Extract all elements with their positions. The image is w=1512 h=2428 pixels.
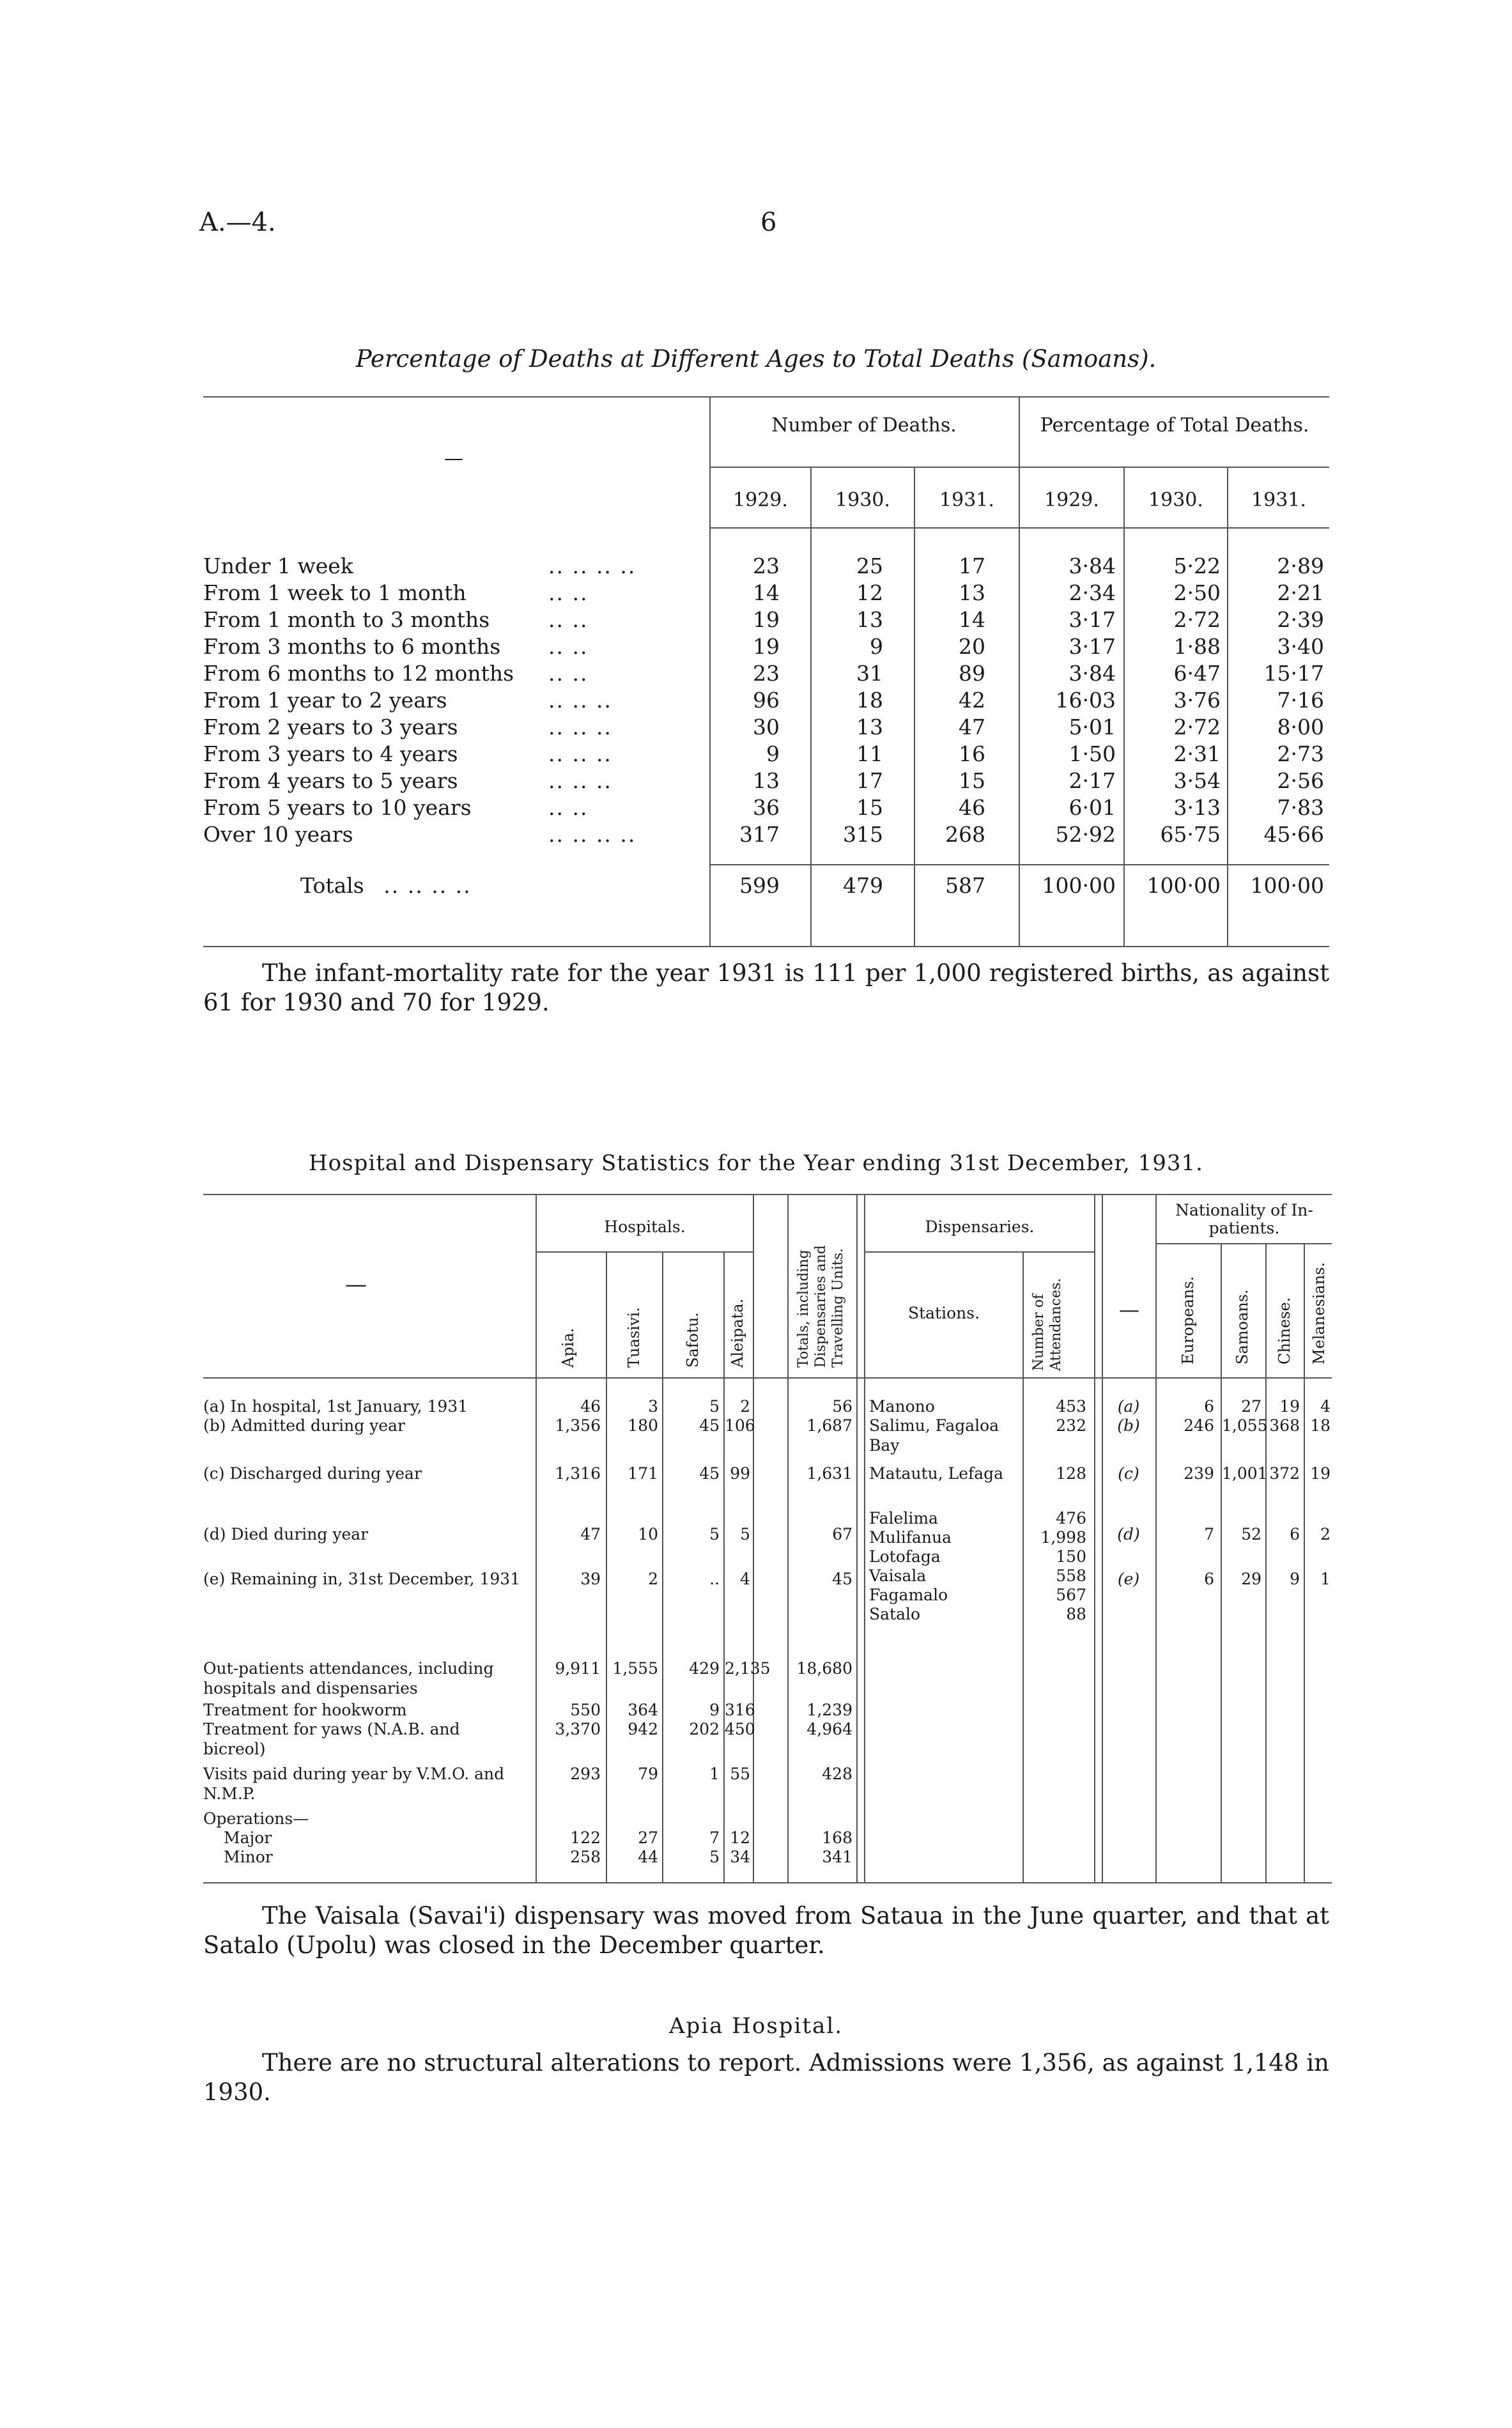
nationality-row-key: (c) (1118, 1464, 1139, 1483)
deaths-count-cell: 36 (753, 795, 780, 820)
hospital-value-cell: 122 (570, 1829, 601, 1847)
hospital-value-cell: 39 (580, 1570, 601, 1588)
deaths-percent-cell: 5·01 (1068, 715, 1116, 739)
hospital-value-cell: 44 (638, 1848, 658, 1866)
deaths-percent-cell: 2·50 (1173, 580, 1221, 605)
number-of-deaths-header: Number of Deaths. (771, 414, 957, 437)
deaths-row-leader: .. .. .. (548, 715, 612, 739)
deaths-percent-cell: 3·17 (1068, 634, 1116, 659)
deaths-row (203, 633, 589, 660)
hospital-value-cell: 79 (638, 1765, 658, 1783)
station-name: Vaisala (869, 1566, 927, 1585)
deaths-row (203, 660, 589, 687)
nationality-value-cell: 6 (1204, 1397, 1214, 1416)
hospital-value-cell: 45 (699, 1464, 720, 1483)
col-aleipata: Aleipata. (729, 1298, 746, 1368)
deaths-count-cell: 13 (856, 607, 883, 632)
col-1930: 1930. (835, 489, 890, 511)
deaths-percent-cell: 2·89 (1277, 553, 1324, 578)
deaths-row-leader: .. .. (548, 795, 589, 820)
hospital-value-cell: 316 (725, 1701, 755, 1719)
nationality-row-key: (a) (1117, 1397, 1140, 1416)
nationality-value-cell: 6 (1290, 1525, 1300, 1543)
hospital-value-cell: 9,911 (555, 1659, 601, 1678)
nationality-value-cell: 372 (1269, 1464, 1300, 1483)
hospital-value-cell: 4 (740, 1570, 750, 1588)
hospital-value-cell: 9 (709, 1701, 720, 1719)
deaths-percent-cell: 2·72 (1173, 715, 1221, 739)
deaths-percent-cell: 1·88 (1173, 634, 1221, 659)
hospital-value-cell: 1 (709, 1765, 720, 1783)
deaths-count-cell: 11 (856, 741, 883, 766)
apia-hospital-heading: Apia Hospital. (668, 2013, 844, 2039)
col-stations: Stations. (907, 1304, 980, 1322)
hospital-value-cell: 18,680 (796, 1659, 852, 1678)
deaths-row (203, 741, 612, 768)
deaths-percent-cell: 3·84 (1068, 661, 1116, 686)
hospital-value-cell: 27 (638, 1829, 658, 1847)
hospital-row-label: Minor (224, 1848, 273, 1866)
deaths-row-leader: .. .. .. (548, 768, 612, 793)
deaths-row (203, 768, 612, 794)
col-pct-1929: 1929. (1044, 489, 1099, 511)
col-pct-1931: 1931. (1251, 489, 1306, 511)
deaths-percent-cell: 16·03 (1055, 688, 1116, 713)
nationality-row-key: (d) (1117, 1525, 1140, 1543)
nationality-value-cell: 18 (1310, 1416, 1331, 1435)
deaths-percent-cell: 2·39 (1277, 607, 1324, 632)
deaths-count-cell: 20 (959, 634, 985, 659)
col-pct-1930: 1930. (1148, 489, 1203, 511)
hospital-value-cell: 5 (709, 1525, 720, 1543)
hospital-row-label: (e) Remaining in, 31st December, 1931 (203, 1570, 521, 1588)
hospital-value-cell: 45 (832, 1570, 852, 1588)
hospital-value-cell: 1,631 (806, 1464, 852, 1483)
deaths-row-label: From 1 month to 3 months (203, 607, 490, 632)
hospital-value-cell: 1,555 (612, 1659, 658, 1678)
nationality-value-cell: 19 (1279, 1397, 1300, 1416)
station-attendance: 453 (1056, 1397, 1086, 1416)
deaths-percent-cell: 2·21 (1277, 580, 1324, 605)
station-name: Lotofaga (869, 1547, 941, 1566)
deaths-count-cell: 15 (959, 768, 985, 793)
hospital-value-cell: 3,370 (555, 1720, 601, 1738)
nationality-value-cell: 4 (1320, 1397, 1331, 1416)
station-name: Matautu, Lefaga (869, 1464, 1004, 1483)
hospital-value-cell: 47 (580, 1525, 601, 1543)
hospital-row-label: Treatment for hookworm (203, 1701, 407, 1719)
deaths-count-cell: 16 (959, 741, 985, 766)
nationality-key-dash: — (1119, 1297, 1139, 1322)
col-tuasivi: Tuasivi. (625, 1307, 643, 1368)
col-chinese: Chinese. (1276, 1297, 1293, 1365)
hospital-value-cell: 450 (725, 1720, 755, 1738)
nationality-value-cell: 19 (1310, 1464, 1331, 1483)
deaths-row-label: From 1 year to 2 years (203, 688, 447, 713)
page-number: 6 (760, 208, 777, 237)
hospital-value-cell: 1,356 (555, 1416, 601, 1435)
deaths-count-cell: 15 (856, 795, 883, 820)
deaths-row-leader: .. .. (548, 580, 589, 605)
hospital-value-cell: 106 (725, 1416, 755, 1435)
deaths-row-label: Under 1 week (203, 553, 353, 578)
deaths-count-cell: 317 (739, 822, 780, 847)
hospital-value-cell: 2 (740, 1397, 750, 1416)
hospital-value-cell: 5 (709, 1848, 720, 1866)
nationality-value-cell: 7 (1204, 1525, 1214, 1543)
vaisala-paragraph: The Vaisala (Savai'i) dispensary was moved from Sataua in the June quarter, and that at Satalo (Upolu) was closed in the December quarter. (203, 1902, 1329, 1959)
col-totals: Totals, including Dispensaries and Travelling Units. (796, 1245, 846, 1368)
deaths-row (203, 553, 636, 580)
deaths-row-leader: .. .. .. .. (548, 822, 636, 847)
nationality-value-cell: 239 (1184, 1464, 1214, 1483)
deaths-row (203, 794, 589, 821)
deaths-count-cell: 46 (959, 795, 985, 820)
deaths-percent-cell: 3·76 (1173, 688, 1221, 713)
deaths-percent-cell: 2·34 (1068, 580, 1116, 605)
col-samoans: Samoans. (1233, 1289, 1251, 1365)
hospital-value-cell: 5 (709, 1397, 720, 1416)
deaths-percent-cell: 45·66 (1263, 822, 1324, 847)
deaths-percent-cell: 2·73 (1277, 741, 1324, 766)
deaths-row-label: From 5 years to 10 years (203, 795, 472, 820)
hospital-value-cell: 180 (628, 1416, 658, 1435)
deaths-count-cell: 13 (856, 715, 883, 739)
deaths-row-leader: .. .. .. (548, 688, 612, 713)
deaths-count-cell: 9 (870, 634, 883, 659)
deaths-percent-cell: 2·72 (1173, 607, 1221, 632)
deaths-row-label: From 6 months to 12 months (203, 661, 514, 686)
hospital-row-label: (d) Died during year (203, 1525, 369, 1543)
hospital-value-cell: 10 (638, 1525, 658, 1543)
stub-dash-2: — (345, 1272, 367, 1297)
deaths-percent-cell: 3·84 (1068, 553, 1116, 578)
deaths-percent-cell: 1·50 (1068, 741, 1116, 766)
hospital-row-label: Treatment for yaws (N.A.B. and bicreol) (203, 1720, 460, 1758)
deaths-count-cell: 31 (856, 661, 883, 686)
hospital-value-cell: 258 (570, 1848, 601, 1866)
hospital-row-label: (c) Discharged during year (203, 1464, 422, 1483)
nationality-row-key: (b) (1117, 1416, 1140, 1435)
hospital-row-label: Visits paid during year by V.M.O. and N.M.P. (203, 1765, 505, 1803)
hospital-value-cell: 45 (699, 1416, 720, 1435)
deaths-count-cell: 23 (753, 553, 780, 578)
hospital-value-cell: 1,316 (555, 1464, 601, 1483)
totals-row (300, 872, 472, 899)
hospital-row-label: Major (224, 1829, 272, 1847)
station-attendance: 476 (1056, 1509, 1086, 1527)
hospital-value-cell: 3 (648, 1397, 658, 1416)
station-attendance: 150 (1056, 1547, 1086, 1566)
deaths-percent-cell: 52·92 (1055, 822, 1116, 847)
hospitals-header: Hospitals. (604, 1218, 686, 1236)
hospital-value-cell: 67 (832, 1525, 852, 1543)
hospital-value-cell: 12 (730, 1829, 750, 1847)
deaths-count-cell: 47 (959, 715, 985, 739)
deaths-percent-cell: 3·40 (1277, 634, 1324, 659)
total-1929: 599 (739, 873, 780, 898)
deaths-percent-cell: 6·47 (1173, 661, 1221, 686)
deaths-percent-cell: 3·17 (1068, 607, 1116, 632)
deaths-percent-cell: 2·31 (1173, 741, 1221, 766)
percentage-header: Percentage of Total Deaths. (1040, 414, 1309, 437)
deaths-count-cell: 19 (753, 634, 780, 659)
total-1931: 587 (945, 873, 985, 898)
col-europeans: Europeans. (1179, 1276, 1197, 1365)
deaths-percent-cell: 5·22 (1173, 553, 1221, 578)
deaths-percent-cell: 3·54 (1173, 768, 1221, 793)
deaths-row-leader: .. .. .. .. (548, 553, 636, 578)
station-name: Fagamalo (869, 1586, 948, 1604)
deaths-row (203, 687, 612, 714)
deaths-row-label: From 3 years to 4 years (203, 741, 458, 766)
hospital-value-cell: 364 (628, 1701, 658, 1719)
col-1931: 1931. (939, 489, 994, 511)
hospital-value-cell: 5 (740, 1525, 750, 1543)
station-attendance: 558 (1056, 1566, 1086, 1585)
hospital-row-label: (a) In hospital, 1st January, 1931 (203, 1397, 468, 1416)
hospital-value-cell: 942 (628, 1720, 658, 1738)
nationality-value-cell: 52 (1241, 1525, 1261, 1543)
hospital-value-cell: 550 (570, 1701, 601, 1719)
nationality-value-cell: 2 (1320, 1525, 1331, 1543)
hospital-row-label: Operations— (203, 1809, 309, 1828)
station-attendance: 232 (1056, 1416, 1086, 1435)
deaths-percent-cell: 7·16 (1277, 688, 1324, 713)
document-reference: A.—4. (199, 208, 276, 237)
nationality-value-cell: 246 (1184, 1416, 1214, 1435)
deaths-count-cell: 17 (959, 553, 985, 578)
deaths-percent-cell: 2·17 (1068, 768, 1116, 793)
station-name: Mulifanua (869, 1528, 952, 1547)
hospital-value-cell: 2,135 (725, 1659, 771, 1678)
hospital-value-cell: 1,687 (806, 1416, 852, 1435)
deaths-row-leader: .. .. .. (548, 741, 612, 766)
deaths-count-cell: 89 (959, 661, 985, 686)
col-melanesians: Melanesians. (1310, 1262, 1328, 1365)
hospital-value-cell: 7 (709, 1829, 720, 1847)
station-attendance: 567 (1056, 1586, 1086, 1604)
nationality-value-cell: 6 (1204, 1570, 1214, 1588)
nationality-value-cell: 1,055 (1222, 1416, 1268, 1435)
nationality-value-cell: 29 (1241, 1570, 1261, 1588)
hospital-value-cell: 2 (648, 1570, 658, 1588)
station-name: Manono (869, 1397, 935, 1416)
hospital-value-cell: 168 (822, 1829, 852, 1847)
deaths-count-cell: 42 (959, 688, 985, 713)
deaths-count-cell: 14 (959, 607, 985, 632)
deaths-table-title: Percentage of Deaths at Different Ages to Total Deaths (Samoans). (355, 345, 1157, 373)
col-apia: Apia. (559, 1327, 577, 1368)
total-pct-1929: 100·00 (1042, 873, 1116, 898)
deaths-count-cell: 19 (753, 607, 780, 632)
deaths-row-leader: .. .. (548, 634, 589, 659)
deaths-count-cell: 13 (959, 580, 985, 605)
col-1929: 1929. (733, 489, 788, 511)
hospital-value-cell: 171 (628, 1464, 658, 1483)
deaths-count-cell: 96 (753, 688, 780, 713)
total-pct-1931: 100·00 (1250, 873, 1324, 898)
nationality-value-cell: 1 (1320, 1570, 1331, 1588)
hospital-value-cell: 4,964 (806, 1720, 852, 1738)
hospital-value-cell: 293 (570, 1765, 601, 1783)
deaths-count-cell: 30 (753, 715, 780, 739)
hospital-table-title: Hospital and Dispensary Statistics for the Year ending 31st December, 1931. (309, 1150, 1203, 1176)
deaths-count-cell: 9 (766, 741, 780, 766)
deaths-percent-cell: 3·13 (1173, 795, 1221, 820)
deaths-count-cell: 12 (856, 580, 883, 605)
deaths-row-label: Over 10 years (203, 822, 353, 847)
total-pct-1930: 100·00 (1146, 873, 1221, 898)
deaths-row (203, 821, 636, 848)
nationality-value-cell: 1,001 (1222, 1464, 1268, 1483)
deaths-count-cell: 13 (753, 768, 780, 793)
deaths-count-cell: 18 (856, 688, 883, 713)
deaths-row-label: From 3 months to 6 months (203, 634, 501, 659)
hospital-value-cell: 46 (580, 1397, 601, 1416)
deaths-count-cell: 23 (753, 661, 780, 686)
deaths-count-cell: 268 (945, 822, 985, 847)
deaths-row (203, 714, 612, 741)
hospital-value-cell: .. (709, 1570, 720, 1588)
deaths-row (203, 580, 589, 607)
col-attendances: Number of Attendances. (1031, 1278, 1064, 1371)
total-1930: 479 (843, 873, 883, 898)
station-name: Salimu, Fagaloa Bay (869, 1416, 999, 1455)
hospital-row-label: Out-patients attendances, including hospitals and dispensaries (203, 1659, 494, 1697)
hospital-value-cell: 429 (689, 1659, 720, 1678)
col-safotu: Safotu. (684, 1312, 702, 1368)
hospital-value-cell: 341 (822, 1848, 852, 1866)
nationality-row-key: (e) (1117, 1570, 1140, 1588)
station-attendance: 128 (1056, 1464, 1086, 1483)
deaths-count-cell: 17 (856, 768, 883, 793)
deaths-percent-cell: 7·83 (1277, 795, 1324, 820)
totals-leader: .. .. .. .. (383, 873, 472, 898)
hospital-value-cell: 56 (832, 1397, 852, 1416)
hospital-value-cell: 99 (730, 1464, 750, 1483)
station-attendance: 88 (1066, 1605, 1086, 1623)
hospital-row-label: (b) Admitted during year (203, 1416, 405, 1435)
station-name: Satalo (869, 1605, 921, 1623)
deaths-row-leader: .. .. (548, 607, 589, 632)
nationality-value-cell: 368 (1269, 1416, 1300, 1435)
nationality-value-cell: 9 (1290, 1570, 1300, 1588)
deaths-row-leader: .. .. (548, 661, 589, 686)
totals-label: Totals (300, 873, 364, 898)
nationality-value-cell: 27 (1241, 1397, 1261, 1416)
apia-paragraph: There are no structural alterations to report. Admissions were 1,356, as against 1,148 in 1930. (203, 2049, 1329, 2106)
nationality-header: Nationality of In-patients. (1175, 1201, 1313, 1237)
station-name: Falelima (869, 1509, 938, 1527)
hospital-value-cell: 428 (822, 1765, 852, 1783)
deaths-percent-cell: 8·00 (1277, 715, 1324, 739)
deaths-count-cell: 25 (856, 553, 883, 578)
deaths-percent-cell: 65·75 (1160, 822, 1221, 847)
stub-dash: — (444, 447, 463, 470)
dispensaries-header: Dispensaries. (925, 1218, 1035, 1236)
deaths-row-label: From 2 years to 3 years (203, 715, 458, 739)
deaths-count-cell: 315 (843, 822, 883, 847)
hospital-value-cell: 1,239 (806, 1701, 852, 1719)
deaths-row-label: From 1 week to 1 month (203, 580, 467, 605)
deaths-row-label: From 4 years to 5 years (203, 768, 458, 793)
hospital-value-cell: 55 (730, 1765, 750, 1783)
station-attendance: 1,998 (1040, 1528, 1086, 1547)
deaths-row (203, 607, 589, 633)
deaths-count-cell: 14 (753, 580, 780, 605)
deaths-percent-cell: 15·17 (1263, 661, 1324, 686)
deaths-percent-cell: 6·01 (1068, 795, 1116, 820)
infant-mortality-paragraph: The infant-mortality rate for the year 1931 is 111 per 1,000 registered births, as against 61 for 1930 and 70 for 1929. (203, 959, 1329, 1016)
deaths-percent-cell: 2·56 (1277, 768, 1324, 793)
hospital-value-cell: 34 (730, 1848, 750, 1866)
hospital-value-cell: 202 (689, 1720, 720, 1738)
